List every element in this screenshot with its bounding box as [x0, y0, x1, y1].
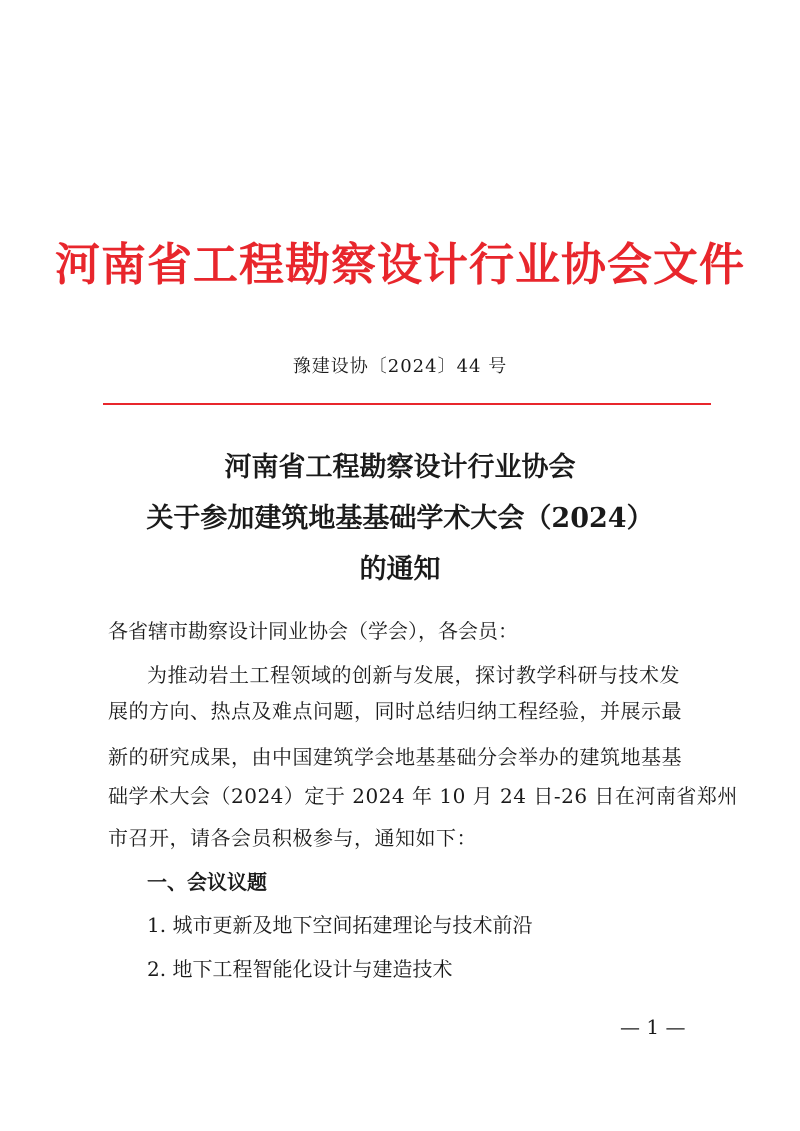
section-heading: 一、会议议题 [147, 870, 267, 894]
paragraph-line: 市召开，请各会员积极参与，通知如下： [108, 826, 477, 850]
paragraph-line: 础学术大会（2024）定于 2024 年 10 月 24 日-26 日在河南省郑州 [108, 784, 738, 808]
red-divider-line [103, 403, 711, 405]
org-document-header: 河南省工程勘察设计行业协会文件 [54, 238, 745, 291]
document-number: 豫建设协〔2024〕44 号 [292, 356, 508, 377]
title-line-3: 的通知 [359, 554, 441, 585]
paragraph-line: 展的方向、热点及难点问题，同时总结归纳工程经验，并展示最 [108, 699, 682, 723]
title-line-1: 河南省工程勘察设计行业协会 [224, 452, 576, 483]
notice-title [0, 442, 800, 595]
salutation: 各省辖市勘察设计同业协会（学会），各会员： [108, 619, 518, 643]
page-number: — 1 — [620, 1015, 686, 1039]
list-item: 2. 地下工程智能化设计与建造技术 [147, 957, 453, 981]
paragraph-line: 为推动岩土工程领域的创新与发展，探讨教学科研与技术发 [147, 663, 680, 687]
list-item: 1. 城市更新及地下空间拓建理论与技术前沿 [147, 913, 533, 937]
paragraph-line: 新的研究成果，由中国建筑学会地基基础分会举办的建筑地基基 [108, 745, 682, 769]
title-line-2: 关于参加建筑地基基础学术大会（2024） [146, 503, 654, 534]
